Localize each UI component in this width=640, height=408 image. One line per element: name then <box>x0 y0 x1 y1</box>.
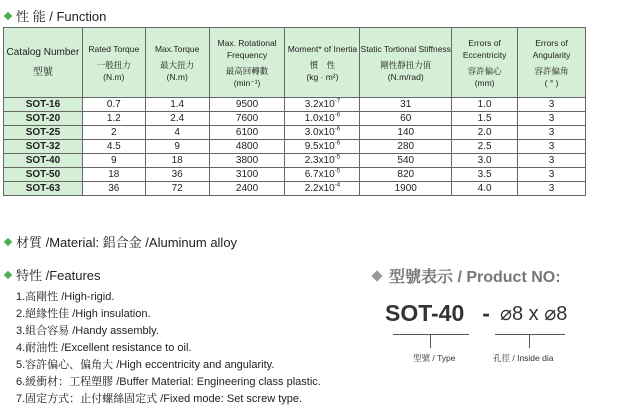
cell-freq <box>209 168 285 182</box>
dia-bracket-line <box>495 334 565 335</box>
cell-inertia <box>285 98 360 112</box>
type-bracket-line <box>393 334 469 335</box>
cell-value: 6100 <box>235 126 259 138</box>
table-row <box>4 140 586 154</box>
column-header <box>452 28 518 98</box>
features-section-title <box>5 265 101 284</box>
cell-value: 3.5 <box>477 168 492 180</box>
cell-value: 3 <box>548 168 555 180</box>
cell-stiffness <box>360 140 452 154</box>
cell-ang <box>518 140 586 154</box>
cell-value: 3.2x10 <box>304 98 335 110</box>
table-header-row <box>4 28 586 98</box>
table-row <box>4 168 586 182</box>
product-no-title-text: 型號表示 / Product NO: <box>389 269 561 286</box>
column-header-cn: 慣 性 <box>309 59 336 70</box>
cell-value: SOT-25 <box>25 126 61 138</box>
cell-catalog <box>4 98 83 112</box>
cell-value: 1.0x10 <box>304 112 335 124</box>
cell-value: 2 <box>110 126 117 138</box>
table-row <box>4 98 586 112</box>
cell-value: 0.7 <box>106 98 121 110</box>
cell-ecc <box>452 98 518 112</box>
cell-ecc <box>452 126 518 140</box>
column-header-cn: 最大扭力 <box>160 59 195 70</box>
cell-value: SOT-20 <box>25 112 61 124</box>
table-row <box>4 182 586 196</box>
model-code: SOT-40 <box>385 300 465 326</box>
cell-value: 36 <box>171 168 183 180</box>
cell-exponent: -5 <box>334 154 341 161</box>
column-header-cn: 一般扭力 <box>96 59 131 70</box>
cell-value: 2.5 <box>477 140 492 152</box>
cell-value: 3100 <box>235 168 259 180</box>
model-dash: - <box>482 300 490 326</box>
features-list <box>16 289 321 408</box>
cell-catalog <box>4 140 83 154</box>
cell-stiffness <box>360 182 452 196</box>
cell-value: 9 <box>110 154 117 166</box>
cell-value: 36 <box>108 182 120 194</box>
column-header-unit: (min⁻¹) <box>233 77 261 88</box>
column-header-en: Errors of Angularity <box>532 37 571 60</box>
cell-exponent: -6 <box>334 112 341 119</box>
cell-ecc <box>452 182 518 196</box>
cell-value: SOT-40 <box>25 154 61 166</box>
column-header <box>285 28 360 98</box>
cell-value: 2.2x10 <box>304 182 335 194</box>
table-row <box>4 126 586 140</box>
material-text: 材質 /Material: 鋁合金 /Aluminum alloy <box>16 235 238 250</box>
column-header-en: Max.Torque <box>154 43 200 54</box>
cell-max <box>145 126 209 140</box>
cell-value: 1.0 <box>477 98 492 110</box>
cell-stiffness <box>360 168 452 182</box>
legend-type: 型號 / Type <box>413 353 456 363</box>
cell-value: 1900 <box>394 182 417 194</box>
cell-inertia <box>285 154 360 168</box>
column-header <box>82 28 145 98</box>
column-header-en: Max. Rotational Frequency <box>217 37 277 60</box>
cell-freq <box>209 98 285 112</box>
cell-value: 3 <box>548 154 555 166</box>
cell-catalog <box>4 182 83 196</box>
column-header-unit: (mm) <box>474 77 495 88</box>
cell-value: 9.5x10 <box>304 140 335 152</box>
material-line <box>5 232 237 251</box>
column-header <box>4 28 83 98</box>
cell-ang <box>518 168 586 182</box>
cell-ang <box>518 126 586 140</box>
cell-value: 6.7x10 <box>304 168 335 180</box>
column-header-en: Moment* of Inertia <box>287 43 358 54</box>
column-header-en: Static Tortional Stiffness <box>360 43 451 54</box>
feature-item: 3.組合容易 /Handy assembly. <box>16 325 159 337</box>
cell-ecc <box>452 168 518 182</box>
cell-value: 7600 <box>235 112 259 124</box>
cell-stiffness <box>360 154 452 168</box>
cell-stiffness <box>360 112 452 126</box>
cell-inertia <box>285 182 360 196</box>
cell-max <box>145 140 209 154</box>
cell-rated <box>82 112 145 126</box>
cell-rated <box>82 182 145 196</box>
cell-value: SOT-50 <box>25 168 61 180</box>
cell-catalog <box>4 168 83 182</box>
cell-catalog <box>4 112 83 126</box>
column-header <box>518 28 586 98</box>
cell-value: 3 <box>548 126 555 138</box>
cell-rated <box>82 98 145 112</box>
column-header-unit: (N.m/rad) <box>387 71 424 82</box>
column-header-en: Rated Torque <box>88 43 140 54</box>
table-body <box>4 98 586 196</box>
cell-exponent: -7 <box>334 98 341 105</box>
cell-freq <box>209 140 285 154</box>
cell-freq <box>209 126 285 140</box>
cell-value: 9 <box>174 140 180 152</box>
cell-value: 1.2 <box>106 112 121 124</box>
cell-rated <box>82 126 145 140</box>
cell-value: 3 <box>548 140 555 152</box>
cell-exponent: -4 <box>334 182 341 189</box>
cell-value: 4800 <box>235 140 259 152</box>
column-header-unit: (N.m) <box>166 71 188 82</box>
gray-diamond-icon <box>371 270 382 281</box>
cell-freq <box>209 154 285 168</box>
type-bracket-tick <box>430 334 431 348</box>
cell-value: 3.0 <box>477 154 492 166</box>
cell-value: 3.0x10 <box>304 126 335 138</box>
cell-exponent: -6 <box>334 126 341 133</box>
cell-exponent: -6 <box>334 140 341 147</box>
cell-value: 31 <box>400 98 412 110</box>
cell-value: 2.0 <box>477 126 492 138</box>
column-header-en: Catalog Number <box>6 46 80 58</box>
cell-inertia <box>285 168 360 182</box>
cell-freq <box>209 182 285 196</box>
column-header-cn: 剛性靜扭力值 <box>380 59 432 70</box>
cell-value: 140 <box>397 126 415 138</box>
cell-rated <box>82 154 145 168</box>
feature-item: 5.容許偏心、偏角大 /High eccentricity and angularity. <box>16 359 275 371</box>
cell-ecc <box>452 140 518 154</box>
cell-value: 4 <box>174 126 180 138</box>
cell-ecc <box>452 154 518 168</box>
cell-inertia <box>285 112 360 126</box>
cell-stiffness <box>360 98 452 112</box>
column-header-cn: 最高回轉數 <box>225 65 269 76</box>
feature-item: 7.固定方式：止付螺絲固定式 /Fixed mode: Set screw type. <box>16 393 303 405</box>
cell-value: 2400 <box>235 182 259 194</box>
cell-value: 2.3x10 <box>304 154 335 166</box>
product-no-title <box>373 264 561 287</box>
cell-value: 72 <box>171 182 183 194</box>
cell-value: 18 <box>108 168 120 180</box>
cell-value: 3 <box>548 98 555 110</box>
cell-value: SOT-16 <box>25 98 61 110</box>
cell-catalog <box>4 126 83 140</box>
dia-bracket-tick <box>529 334 530 348</box>
function-section-title <box>5 6 106 25</box>
function-title-text: 性 能 / Function <box>16 9 107 24</box>
cell-max <box>145 112 209 126</box>
cell-freq <box>209 112 285 126</box>
cell-value: 9500 <box>235 98 259 110</box>
cell-value: 1.4 <box>170 98 185 110</box>
cell-ang <box>518 98 586 112</box>
cell-inertia <box>285 126 360 140</box>
column-header-cn: 容許偏角 <box>534 65 569 76</box>
cell-ang <box>518 182 586 196</box>
cell-max <box>145 168 209 182</box>
table-row <box>4 154 586 168</box>
feature-item: 2.絕緣性佳 /High insulation. <box>16 308 151 320</box>
column-header <box>209 28 285 98</box>
cell-value: SOT-63 <box>25 182 61 194</box>
green-diamond-icon <box>4 270 12 278</box>
table-row <box>4 112 586 126</box>
feature-item: 4.耐油性 /Excellent resistance to oil. <box>16 342 192 354</box>
feature-item: 6.緩衝材：工程塑膠 /Buffer Material: Engineering class plastic. <box>16 376 321 388</box>
cell-ang <box>518 154 586 168</box>
cell-rated <box>82 140 145 154</box>
cell-max <box>145 182 209 196</box>
cell-value: 3 <box>548 112 555 124</box>
features-title-text: 特性 /Features <box>16 268 101 283</box>
column-header-cn: 型號 <box>32 66 53 78</box>
cell-inertia <box>285 140 360 154</box>
cell-ecc <box>452 112 518 126</box>
cell-value: 18 <box>171 154 183 166</box>
column-header <box>360 28 452 98</box>
cell-value: 3800 <box>235 154 259 166</box>
cell-value: 4.5 <box>106 140 121 152</box>
legend-inside-dia: 孔徑 / Inside dia <box>493 353 554 363</box>
model-diameter: ⌀8 x ⌀8 <box>499 303 568 325</box>
cell-value: 280 <box>397 140 415 152</box>
green-diamond-icon <box>4 237 12 245</box>
cell-rated <box>82 168 145 182</box>
feature-item: 1.高剛性 /High-rigid. <box>16 291 115 303</box>
cell-value: 820 <box>397 168 415 180</box>
cell-exponent: -5 <box>334 168 341 175</box>
green-diamond-icon <box>4 11 12 19</box>
column-header-unit: (N.m) <box>103 71 125 82</box>
cell-max <box>145 154 209 168</box>
spec-table <box>3 27 586 196</box>
column-header-unit: ( ° ) <box>544 77 559 88</box>
model-example <box>385 300 567 327</box>
column-header <box>145 28 209 98</box>
cell-value: 1.5 <box>477 112 492 124</box>
cell-value: 3 <box>548 182 555 194</box>
cell-value: 2.4 <box>170 112 185 124</box>
cell-value: 4.0 <box>477 182 492 194</box>
cell-ang <box>518 112 586 126</box>
cell-value: 60 <box>400 112 412 124</box>
column-header-unit: (kg · m²) <box>306 71 339 82</box>
cell-value: 540 <box>397 154 415 166</box>
column-header-en: Errors of Eccentricity <box>462 37 507 60</box>
cell-stiffness <box>360 126 452 140</box>
cell-catalog <box>4 154 83 168</box>
cell-max <box>145 98 209 112</box>
column-header-cn: 容許偏心 <box>467 65 502 76</box>
cell-value: SOT-32 <box>25 140 61 152</box>
